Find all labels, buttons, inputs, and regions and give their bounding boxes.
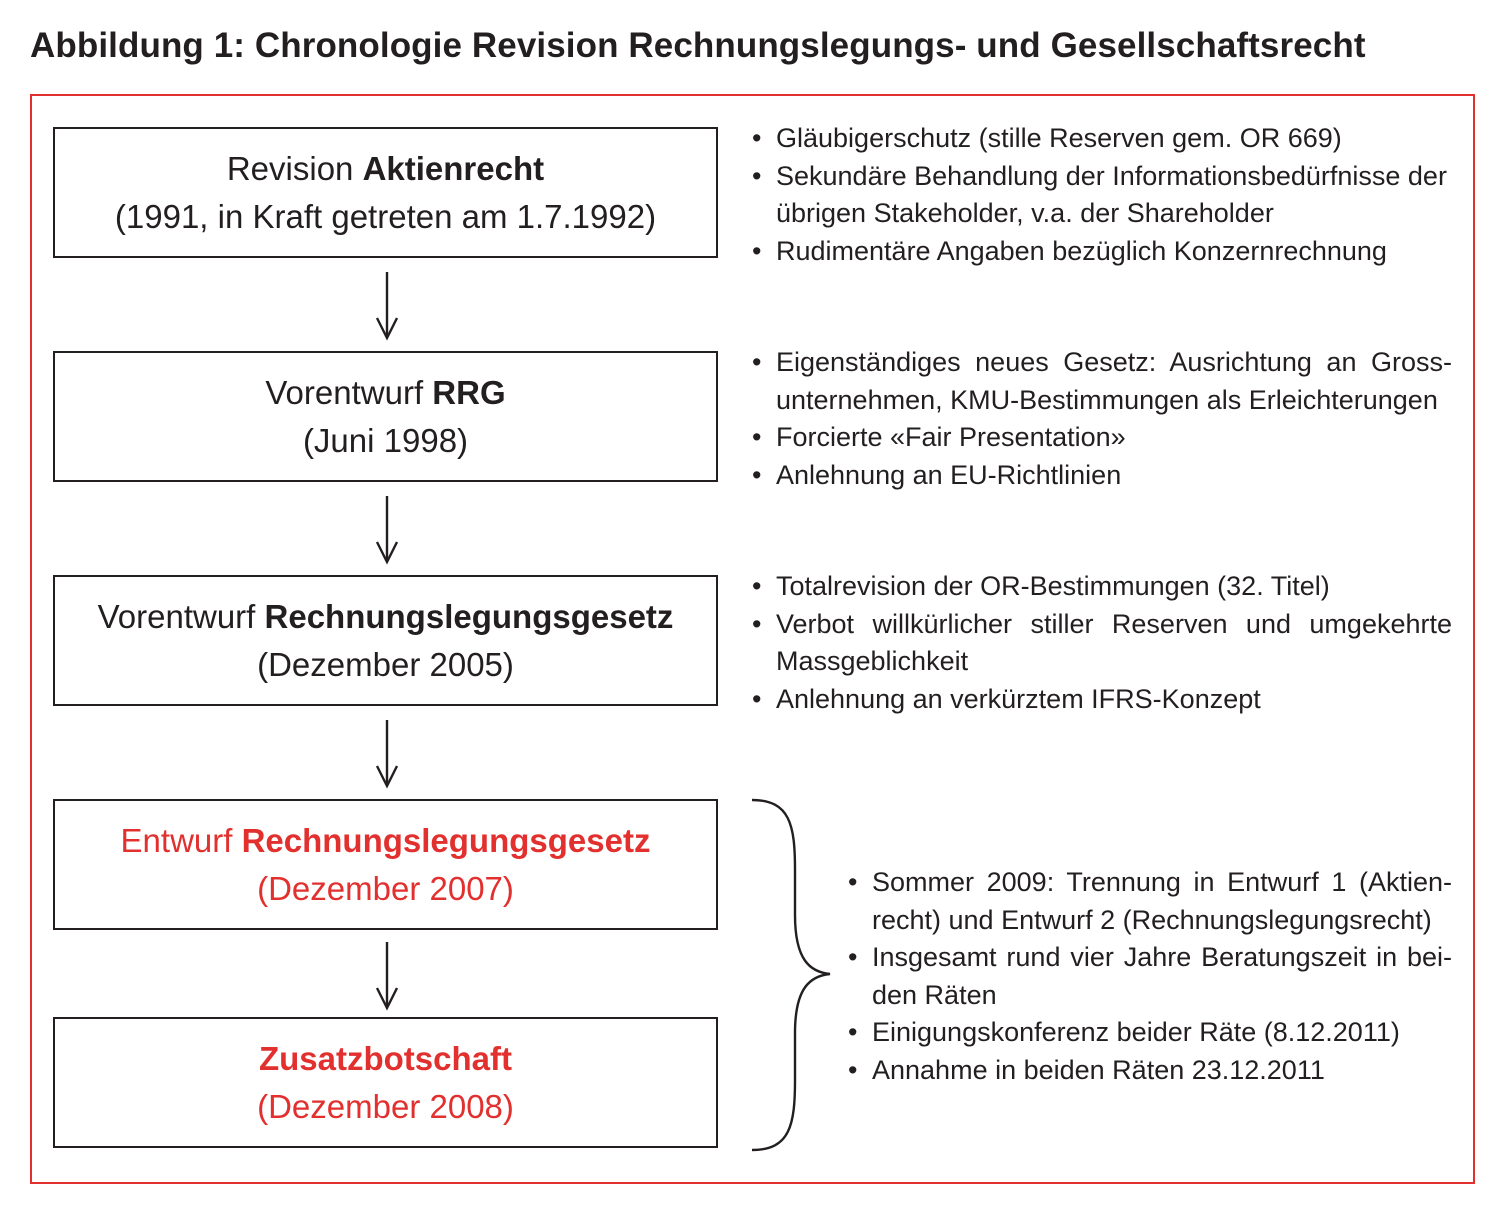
bullet-marker: • xyxy=(752,160,762,191)
bullet-text: Gläubigerschutz (stille Reserven gem. OR 669) xyxy=(776,123,1342,153)
list-item xyxy=(848,1014,1452,1052)
step-prefix: Revision xyxy=(226,149,363,187)
arrow-3 xyxy=(377,720,397,786)
list-item xyxy=(848,864,1452,939)
bullet-marker: • xyxy=(848,1017,858,1047)
list-item xyxy=(752,158,1452,233)
bullet-marker: • xyxy=(752,608,762,639)
step-prefix: Entwurf xyxy=(120,821,242,859)
bullet-marker: • xyxy=(752,235,762,266)
bullet-text: Verbot willkürlicher stiller Reserven und umgekehrte Massgeblichkeit xyxy=(776,608,1452,676)
step-prefix: Vorentwurf xyxy=(97,597,265,635)
step-date: (Dezember 2008) xyxy=(257,1087,514,1125)
bullet-text: Anlehnung an EU-Richtlinien xyxy=(776,459,1122,490)
step-prefix: Vorentwurf xyxy=(265,373,433,411)
bullet-text: Sekundäre Behandlung der Informationsbedürfnisse der übrigen Stakeholder, v.a. der Shareholder xyxy=(776,160,1447,228)
curly-brace xyxy=(752,800,830,1150)
bullet-text: Totalrevision der OR-Bestimmungen (32. Titel) xyxy=(776,571,1330,601)
arrow-1 xyxy=(377,272,397,338)
bullet-marker: • xyxy=(752,422,762,452)
bullet-text: Sommer 2009: Trennung in Entwurf 1 (Aktien-recht) und Entwurf 2 (Rechnungslegungsrecht) xyxy=(872,867,1452,935)
bullet-marker: • xyxy=(752,347,762,377)
list-item xyxy=(848,939,1452,1014)
arrow-4 xyxy=(377,942,397,1008)
step-name: RRG xyxy=(432,373,506,411)
step-name: Rechnungslegungsgesetz xyxy=(264,597,674,635)
bullet-list-rrg xyxy=(752,344,1452,494)
arrow-2 xyxy=(377,496,397,562)
bullet-text: Annahme in beiden Räten 23.12.2011 xyxy=(872,1054,1325,1085)
bullet-text: Insgesamt rund vier Jahre Beratungszeit in bei-den Räten xyxy=(872,942,1452,1010)
bullet-marker: • xyxy=(848,942,858,972)
bullet-list-vorentwurf-rlg xyxy=(752,568,1452,718)
bullet-list-aktienrecht xyxy=(752,120,1452,270)
list-item xyxy=(752,681,1452,719)
list-item xyxy=(752,120,1452,158)
step-date: (Dezember 2007) xyxy=(257,869,514,907)
bullet-marker: • xyxy=(752,123,762,153)
step-date: (Dezember 2005) xyxy=(257,645,514,683)
bullet-marker: • xyxy=(752,683,762,714)
list-item xyxy=(752,457,1452,495)
bullet-text: Forcierte «Fair Presentation» xyxy=(776,422,1126,452)
step-name: Aktienrecht xyxy=(362,149,545,187)
bullet-marker: • xyxy=(848,1054,858,1085)
list-item xyxy=(752,419,1452,457)
step-date: (1991, in Kraft getreten am 1.7.1992) xyxy=(114,197,657,235)
bullet-text: Eigenständiges neues Gesetz: Ausrichtung an Gross-unternehmen, KMU-Bestimmungen als Erleichterungen xyxy=(776,347,1452,415)
figure-title: Abbildung 1: Chronologie Revision Rechnungslegungs- und Gesellschaftsrecht xyxy=(30,26,1366,65)
list-item xyxy=(752,568,1452,606)
step-name: Zusatzbotschaft xyxy=(258,1039,512,1077)
bullet-marker: • xyxy=(848,867,858,897)
step-date: (Juni 1998) xyxy=(302,421,469,459)
bullet-text: Rudimentäre Angaben bezüglich Konzernrechnung xyxy=(776,235,1387,266)
bullet-text: Anlehnung an verkürztem IFRS-Konzept xyxy=(776,683,1261,714)
list-item xyxy=(848,1052,1452,1090)
list-item xyxy=(752,233,1452,271)
bullet-marker: • xyxy=(752,571,762,601)
list-item xyxy=(752,606,1452,681)
bullet-text: Einigungskonferenz beider Räte (8.12.2011) xyxy=(872,1017,1400,1047)
bullet-marker: • xyxy=(752,459,762,490)
list-item xyxy=(752,344,1452,419)
bullet-list-grouped xyxy=(848,864,1452,1089)
step-name: Rechnungslegungsgesetz xyxy=(241,821,651,859)
